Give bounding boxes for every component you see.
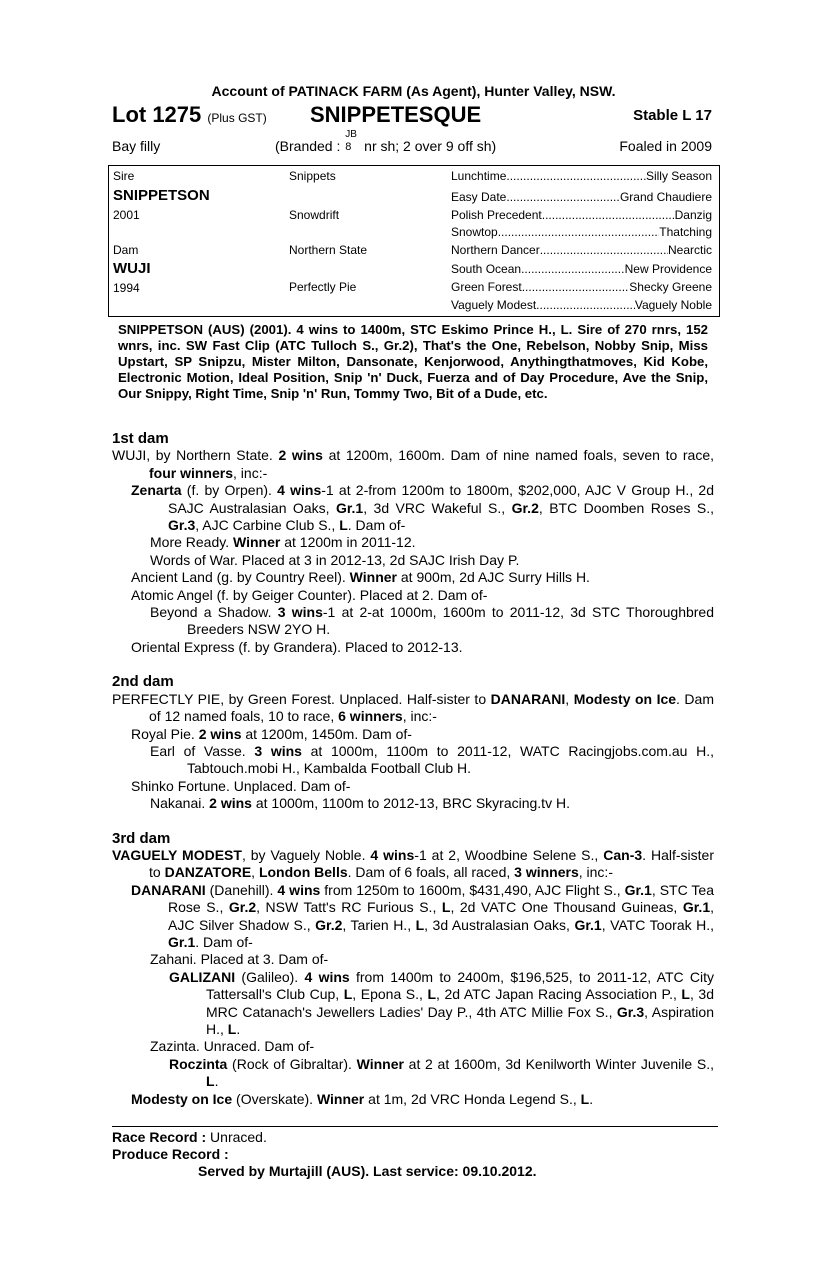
served-by: Served by Murtajill (AUS). Last service: 09.10.2012.	[198, 1163, 537, 1179]
entry-more-ready: More Ready. Winner at 1200m in 2011-12.	[150, 534, 416, 551]
entry-atomic-angel: Atomic Angel (f. by Geiger Counter). Placed at 2. Dam of-	[131, 586, 488, 603]
entry-modesty-on-ice: Modesty on Ice (Overskate). Winner at 1m, 2d VRC Honda Legend S., L.	[131, 1090, 594, 1107]
section-title-2nd-dam: 2nd dam	[112, 673, 174, 691]
entry-beyond-a-shadow: Beyond a Shadow. 3 wins-1 at 2-at 1000m, 1600m to 2011-12, 3d STC Thoroughbred Breeders NSW 2YO H.	[150, 604, 714, 638]
grandparent: Snowdrift	[289, 208, 340, 222]
great-grandparent: Snowtop ..... Thatching	[451, 225, 712, 239]
entry-wuji: WUJI, by Northern State. 2 wins at 1200m, 1600m. Dam of nine named foals, seven to race, four winners, inc:-	[112, 447, 715, 481]
dam-name: WUJI	[113, 260, 151, 277]
sire-summary: SNIPPETSON (AUS) (2001). 4 wins to 1400m, STC Eskimo Prince H., L. Sire of 270 rnrs, 152 wnrs, inc. SW Fast Clip (ATC Tulloch S., Gr.2), That's the One, Rebelson, Nobby Snip, Miss Upstart, SP Snipzu, Mister Milton, Dansonate, Kenjorwood, Anythingthatmoves, Kid Kobe, Electronic Motion, Ideal Position, Snip 'n' Duck, Fuerza and of Day Procedure, Ave the Snip, Our Snippy, Right Time, Snip 'n' Run, Tommy Two, Bit of a Dude, etc.	[118, 322, 708, 401]
grandparent: Snippets	[289, 169, 336, 183]
great-grandparent: Green Forest ..... Shecky Greene	[451, 280, 712, 294]
entry-shinko-fortune: Shinko Fortune. Unplaced. Dam of-	[131, 777, 351, 794]
section-title-3rd-dam: 3rd dam	[112, 829, 171, 847]
records	[112, 1129, 712, 1163]
entry-roczinta: Roczinta (Rock of Gibraltar). Winner at 2 at 1600m, 3d Kenilworth Winter Juvenile S., L.	[169, 1055, 715, 1090]
entry-royal-pie: Royal Pie. 2 wins at 1200m, 1450m. Dam of-	[131, 725, 412, 742]
plus-gst: (Plus GST)	[207, 111, 267, 125]
entry-ancient-land: Ancient Land (g. by Country Reel). Winner at 900m, 2d AJC Surry Hills H.	[131, 569, 590, 586]
entry-vaguely-modest: VAGUELY MODEST, by Vaguely Noble. 4 wins-1 at 2, Woodbine Selene S., Can-3. Half-sister to DANZATORE, London Bells. Dam of 6 foals, all raced, 3 winners, inc:-	[112, 846, 714, 881]
grandparent: Perfectly Pie	[289, 280, 357, 294]
great-grandparent: Vaguely Modest ..... Vaguely Noble	[451, 298, 712, 312]
race-record: Race Record : Unraced.	[112, 1129, 267, 1145]
brand-mark-icon: JB 8	[345, 129, 357, 153]
produce-record-label: Produce Record :	[112, 1146, 229, 1162]
great-grandparent: South Ocean ..... New Providence	[451, 262, 712, 276]
great-grandparent: Lunchtime ..... Silly Season	[451, 169, 712, 183]
dam-year: 1994	[113, 281, 140, 295]
account-line: Account of PATINACK FARM (As Agent), Hunter Valley, NSW.	[211, 83, 616, 99]
entry-zahani: Zahani. Placed at 3. Dam of-	[150, 951, 329, 968]
great-grandparent: Easy Date ..... Grand Chaudiere	[451, 190, 712, 204]
entry-zazinta: Zazinta. Unraced. Dam of-	[150, 1038, 315, 1055]
dam-details	[112, 430, 714, 1108]
stable-number: Stable L 17	[633, 107, 712, 124]
entry-words-of-war: Words of War. Placed at 3 in 2012-13, 2d SAJC Irish Day P.	[150, 551, 520, 568]
entry-earl-of-vasse: Earl of Vasse. 3 wins at 1000m, 1100m to 2011-12, WATC Racingjobs.com.au H., Tabtouch.mobi H., Kambalda Football Club H.	[150, 742, 714, 777]
section-title-1st-dam: 1st dam	[112, 430, 169, 447]
footer-divider	[112, 1126, 718, 1127]
grandparent: Northern State	[289, 243, 368, 257]
foaled-year: Foaled in 2009	[619, 138, 712, 154]
dam-label: Dam	[113, 243, 139, 257]
sire-label: Sire	[113, 169, 135, 183]
entry-zenarta: Zenarta (f. by Orpen). 4 wins-1 at 2-from 1200m to 1800m, $202,000, AJC V Group H., 2d SAJC Australasian Oaks, Gr.1, 3d VRC Wakeful S., Gr.2, BTC Doomben Roses S., Gr.3, AJC Carbine Club S., L. Dam of-	[131, 482, 715, 534]
horse-name: SNIPPETESQUE	[310, 102, 482, 127]
entry-nakanai: Nakanai. 2 wins at 1000m, 1100m to 2012-13, BRC Skyracing.tv H.	[150, 795, 570, 812]
pedigree-table	[108, 165, 720, 317]
entry-perfectly-pie: PERFECTLY PIE, by Green Forest. Unplaced. Half-sister to DANARANI, Modesty on Ice. Dam of 12 named foals, 10 to race, 6 winners, inc:-	[112, 690, 714, 725]
entry-danarani: DANARANI (Danehill). 4 wins from 1250m to 1600m, $431,490, AJC Flight S., Gr.1, STC Tea Rose S., Gr.2, NSW Tatt's RC Furious S., L, 2d VATC One Thousand Guineas, Gr.1, AJC Silver Shadow S., Gr.2, Tarien H., L, 3d Australasian Oaks, Gr.1, VATC Toorak H., Gr.1. Dam of-	[131, 881, 714, 950]
horse-sex: Bay filly	[112, 138, 161, 154]
great-grandparent: Northern Dancer ..... Nearctic	[451, 243, 712, 257]
sire-name: SNIPPETSON	[113, 187, 210, 204]
sire-year: 2001	[113, 208, 140, 222]
entry-oriental-express: Oriental Express (f. by Grandera). Placed to 2012-13.	[131, 638, 463, 655]
lot-row	[112, 102, 712, 132]
lot-number: Lot 1275 (Plus GST)	[112, 102, 267, 127]
entry-galizani: GALIZANI (Galileo). 4 wins from 1400m to 2400m, $196,525, to 2011-12, ATC City Tattersall's Club Cup, L, Epona S., L, 2d ATC Japan Racing Association P., L, 3d MRC Catanach's Jewellers Ladies' Day P., 4th ATC Millie Fox S., Gr.3, Aspiration H., L.	[169, 968, 715, 1037]
horse-details-row	[112, 129, 712, 158]
great-grandparent: Polish Precedent ..... Danzig	[451, 208, 712, 222]
brand-info: (Branded : JB 8 nr sh; 2 over 9 off sh)	[275, 129, 497, 154]
